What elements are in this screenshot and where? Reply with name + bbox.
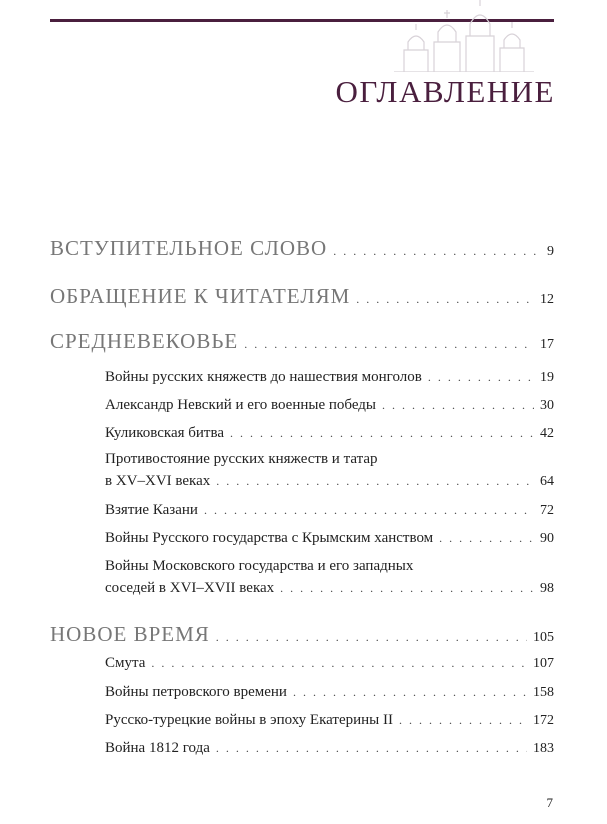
leader-dots [428, 370, 534, 385]
toc-entry-label: Войны Русского государства с Крымским ханством [105, 530, 434, 546]
toc-page-number: 64 [540, 474, 554, 489]
toc-subentry[interactable] [105, 684, 554, 701]
toc-subentry[interactable] [105, 397, 554, 414]
toc-subentry[interactable] [105, 502, 554, 519]
leader-dots [216, 630, 527, 645]
leader-dots [216, 474, 534, 489]
toc-page-number: 105 [533, 630, 554, 645]
leader-dots [293, 685, 527, 700]
toc-subentry[interactable] [105, 655, 554, 672]
leader-dots [151, 656, 527, 671]
toc-entry-label: в XV–XVI веках [105, 473, 211, 489]
toc-page-number: 90 [540, 531, 554, 546]
toc-entry-label: Александр Невский и его военные победы [105, 397, 376, 413]
toc-page-number: 72 [540, 503, 554, 518]
toc-page-number: 17 [540, 337, 554, 352]
toc-entry-label: Война 1812 года [105, 740, 210, 756]
leader-dots [230, 426, 534, 441]
toc-section-middle-ages[interactable] [50, 329, 554, 354]
toc-entry-label: ВСТУПИТЕЛЬНОЕ СЛОВО [50, 236, 328, 260]
leader-dots [244, 337, 534, 352]
leader-dots [204, 503, 534, 518]
leader-dots [399, 713, 527, 728]
toc-subentry[interactable] [105, 580, 554, 597]
toc-entry-label: Войны петровского времени [105, 684, 287, 700]
toc-entry-label: Взятие Казани [105, 502, 198, 518]
folio-page-number: 7 [546, 795, 553, 810]
toc-page-number: 12 [540, 292, 554, 307]
toc-page-number: 183 [533, 741, 554, 756]
toc-page-number: 107 [533, 656, 554, 671]
toc-entry-label: НОВОЕ ВРЕМЯ [50, 622, 210, 646]
toc-entry-label: СРЕДНЕВЕКОВЬЕ [50, 329, 239, 353]
toc-subentry-line1[interactable]: Войны Московского государства и его западных [105, 558, 414, 574]
toc-subentry[interactable] [105, 369, 554, 386]
toc-subentry[interactable] [105, 740, 554, 757]
toc-page-number: 158 [533, 685, 554, 700]
toc-entry-label: ОБРАЩЕНИЕ К ЧИТАТЕЛЯМ [50, 284, 351, 308]
toc-entry-label: Куликовская битва [105, 425, 225, 441]
toc-page-number: 9 [547, 244, 554, 259]
leader-dots [333, 244, 541, 259]
toc-entry-label: Русско-турецкие войны в эпоху Екатерины II [105, 712, 393, 728]
toc-entry-label: Войны русских княжеств до нашествия монголов [105, 369, 422, 385]
toc-subentry[interactable] [105, 530, 554, 547]
toc-page-number: 30 [540, 398, 554, 413]
leader-dots [280, 581, 534, 596]
toc-section-address[interactable] [50, 284, 554, 309]
toc-subentry[interactable] [105, 712, 554, 729]
toc-entry-label: соседей в XVI–XVII веках [105, 580, 275, 596]
toc-section-intro[interactable] [50, 236, 554, 261]
toc-page-number: 42 [540, 426, 554, 441]
toc-page-number: 19 [540, 370, 554, 385]
toc-subentry[interactable] [105, 425, 554, 442]
toc-section-modern[interactable] [50, 622, 554, 647]
leader-dots [439, 531, 534, 546]
leader-dots [356, 292, 534, 307]
toc-subentry-line1[interactable]: Противостояние русских княжеств и татар [105, 451, 378, 467]
leader-dots [382, 398, 534, 413]
leader-dots [216, 741, 527, 756]
toc-entry-label: Смута [105, 655, 146, 671]
toc-subentry[interactable] [105, 473, 554, 490]
toc-page-number: 98 [540, 581, 554, 596]
toc-page-number: 172 [533, 713, 554, 728]
page-title: ОГЛАВЛЕНИЕ [335, 74, 555, 109]
